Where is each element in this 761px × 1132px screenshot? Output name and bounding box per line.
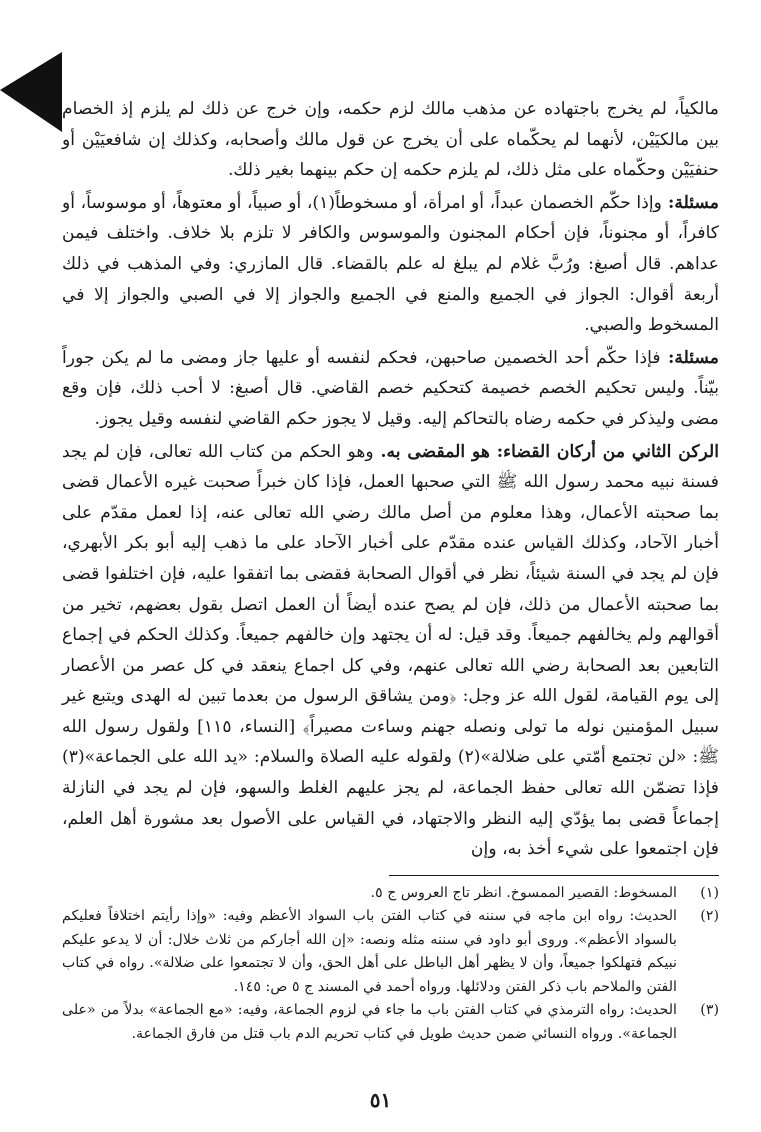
paragraph-4 xyxy=(62,437,719,865)
paragraph-lead: مسئلة: xyxy=(660,347,719,368)
footnote-text: الحديث: رواه الترمذي في كتاب الفتن باب ما جاء في لزوم الجماعة، وفيه: «مع الجماعة» بدلاً من «على الجماعة». ورواه النسائي ضمن حديث طويل في كتاب تحريم الدم باب قتل من فارق الجماعة. xyxy=(62,1002,677,1042)
paragraph-text: مالكياً، لم يخرج باجتهاده عن مذهب مالك لزم حكمه، وإن خرج عن ذلك لم يلزم إذ الخصام بين مالكيَيْن، لأنهما لم يحكّماه على أن يخرج عن قول مالك وأصحابه، وكذلك إن شافعيَيْن أو حنفيَيْن وحكّماه على مثل ذلك، لم يلزم حكمه إن حكم بينهما بغير ذلك. xyxy=(62,99,719,181)
paragraph-text: وهو الحكم من كتاب الله تعالى، فإن لم يجد فسنة نبيه محمد رسول الله ﷺ التي صحبها العمل، فإذا كان خبراً صحبت غيره الأعمال قضى بما صحبته الأعمال، وهذا معلوم من أصل مالك رضي الله تعالى عنه، إذا لعمل مقدّم على أخبار الآحاد، وكذلك القياس عنده مقدّم على أخبار الآحاد على ما ذهب إليه أبو بكر الأبهري، فإن لم يجد في السنة شيئاً، نظر في أقوال الصحابة فقضى بما اتفقوا عليه، فإن اختلفوا قضى بما صحبته الأعمال من ذلك، فإن لم يصح عنده أيضاً أن العمل اتصل بقول بعضهم، تخير من أقوالهم ولم يخالفهم جميعاً. وقد قيل: له أن يجتهد وإن خالفهم جميعاً. وكذلك الحكم في إجماع التابعين بعد الصحابة رضي الله تعالى عنهم، وفي كل اجماع ينعقد في كل عصر من الأعصار إلى يوم القيامة، لقول الله عز وجل: ﴿ومن يشاقق الرسول من بعدما تبين له الهدى ويتبع غير سبيل المؤمنين نوله ما تولى ونصله جهنم وساءت مصيراً﴾ [النساء، ١١٥] ولقول رسول الله ﷺ: «لن تجتمع أمّتي على ضلالة»(٢) ولقوله عليه الصلاة والسلام: «يد الله على الجماعة»(٣) فإذا تضمّن الله تعالى حفظ الجماعة، لم يجز عليهم الغلط والسهو، فإن لم يجد في النازلة إجماعاً قضى بما يؤدّي إليه النظر والاجتهاد، في القياس على الأصول بعد مشورة أهل العلم، فإن اجتمعوا على شيء أخذ به، وإن xyxy=(62,441,719,860)
paragraph-lead: مسئلة: xyxy=(661,192,719,213)
footnotes xyxy=(62,882,719,1047)
page-number: ٥١ xyxy=(369,1088,392,1112)
footnote-item xyxy=(62,999,719,1046)
paragraph-text: وإذا حكّم الخصمان عبداً، أو امرأة، أو مسخوطاً(١)، أو صبياً، أو معتوهاً، أو موسوساً، أو كافراً، أو مجنوناً، فإن أحكام المجنون والموسوس والكافر لا تلزم بلا خلاف. واختلف فيمن عداهم. قال أصبغ: ورُبَّ غلام لم يبلغ له علم بالقضاء. قال المازري: وفي المذهب في ذلك أربعة أقوال: الجواز في الجميع والمنع في الجميع والجواز إلا في الصبي والجواز إلا في المسخوط والصبي. xyxy=(62,192,719,336)
footnote-divider xyxy=(389,875,719,876)
footnote-item xyxy=(62,882,719,906)
paragraph-lead: الركن الثاني من أركان القضاء: هو المقضى به. xyxy=(373,441,719,462)
footnote-text: الحديث: رواه ابن ماجه في سننه في كتاب الفتن باب السواد الأعظم وفيه: «وإذا رأيتم اختلافاً فعليكم بالسواد الأعظم». وروى أبو داود في سننه مثله ونصه: «إن الله أجاركم من ثلاث خلال: أن لا يدعو عليكم نبيكم فتهلكوا جميعاً، وأن لا يظهر أهل الباطل على أهل الحق، وأن لا تجتمعوا على ضلالة». رواه في كتاب الفتن والملاحم باب ذكر الفتن ودلائلها. ورواه أحمد في المسند ج ٥ ص: ١٤٥. xyxy=(62,908,677,995)
footnote-item xyxy=(62,905,719,999)
page-body xyxy=(62,94,719,1046)
paragraph-2 xyxy=(62,188,719,341)
paragraph-text: فإذا حكّم أحد الخصمين صاحبهن، فحكم لنفسه أو عليها جاز ومضى ما لم يكن جوراً بيّناً. وليس تحكيم الخصم خصيمة كتحكيم خصم القاضي. قال أصبغ: لا أحب ذلك، فإن وقع مضى وليذكر في حكمه رضاه بالتحاكم إليه. وقيل لا يجوز حكم القاضي لنفسه وقيل يجوز. xyxy=(62,347,719,429)
paragraph-1 xyxy=(62,94,719,186)
footnote-number: (٣) xyxy=(700,1002,719,1019)
corner-triangle-icon xyxy=(0,52,62,132)
footnote-number: (١) xyxy=(700,884,719,901)
footnote-text: المسخوط: القصير الممسوخ. انظر تاج العروس ج ٥. xyxy=(370,884,677,901)
footnote-number: (٢) xyxy=(700,908,719,925)
paragraph-3 xyxy=(62,343,719,435)
